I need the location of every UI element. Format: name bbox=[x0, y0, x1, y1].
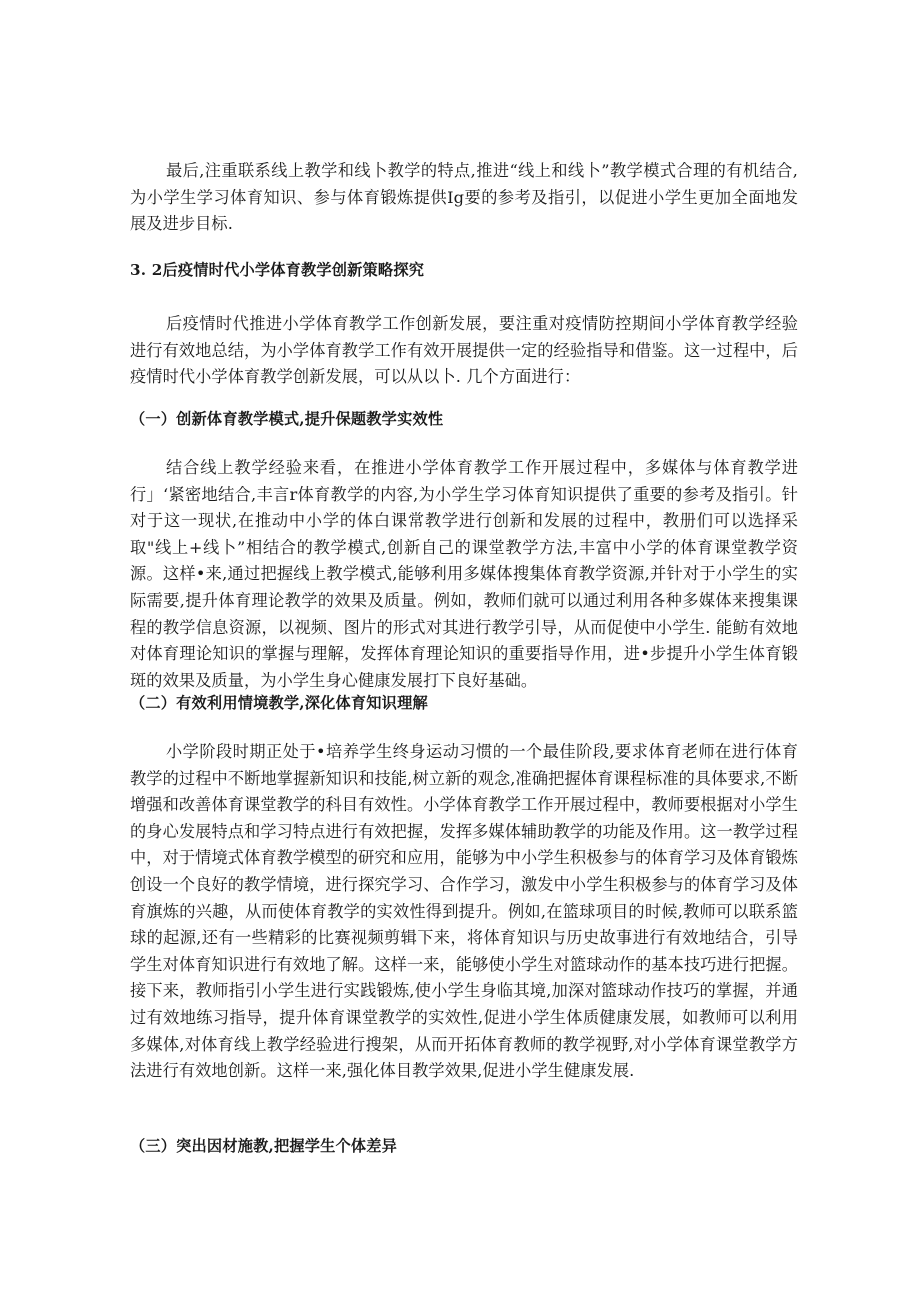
section-heading-3-2: 3. 2后疫情时代小学体育教学创新策略探究 bbox=[130, 261, 425, 279]
subheading-situational-teaching: （二）有效利用情境教学,深化体育知识理解 bbox=[130, 694, 428, 712]
paragraph-multimedia-teaching: 结合线上教学经验来看，在推进小学体育教学工作开展过程中，多媒体与体育教学进行」‘紧密地结合,丰言r体育教学的内容,为小学生学习体育知识提供了重要的参考及指引。针对于这一现状,在推动中小学的体白课常教学进行创新和发展的过程中，教册们可以选择采取"线上+线卜”相结合的教学模式,创新自己的课堂教学方法,丰富中小学的体育课堂教学资源。这样•来,通过把握线上教学模式,能够利用多媒体搜集体育教学资源,并针对于小学生的实际需要,提升体育理论教学的效果及质量。例如，教师们就可以通过利用各种多媒体来搜集课程的教学信息资源，以视频、图片的形式对其进行教学引导，从而促使中小学生. 能鲂有效地对体育理论知识的掌握与理解，发挥体育理论知识的重要指导作用，进•步提升小学生体育锻斑的效果及质量，为小学生身心健康发展打下良好基础。 bbox=[130, 458, 798, 690]
subheading-innovate-teaching-mode: （一）创新体育教学模式,提升保题教学实效性 bbox=[130, 410, 444, 428]
paragraph-situational-teaching: 小学阶段时期正处于•培养学生终身运动习惯的一个最佳阶段,要求体育老师在进行体育教学的过程中不断地掌握新知识和技能,树立新的观念,准确把握体育课程标准的具体要求,不断增强和改善体育课堂教学的科目有效性。小学体育教学工作开展过程中，教师要根据对小学生的身心发展特点和学习特点进行有效把握，发挥多媒体辅助教学的功能及作用。这一教学过程中，对于情境式体育教学模型的研究和应用，能够为中小学生积极参与的体育学习及体育锻炼创设一个良好的教学情境，进行探究学习、合作学习，激发中小学生积极参与的体育学习及体育旗炼的兴趣，从而使体育教学的实效性得到提升。例如,在篮球项目的时候,教师可以联系篮球的起源,还有一些精彩的比赛视频剪辑下来，将体育知识与历史故事进行有效地结合，引导学生对体育知识进行有效地了解。这样一来，能够使小学生对篮球动作的基本技巧进行把握。接下来，教师指引小学生进行实践锻炼,使小学生身临其境,加深对篮球动作技巧的掌握，并通过有效地练习指导，提升体育课堂教学的实效性,促进小学生体质健康发展，如教师可以利用多媒体,对体育线上教学经验进行搜架，从而开拓体育教师的教学视野,对小学体育课堂教学方法进行有效地创新。这样一来,强化体目教学效果,促进小学生健康发展. bbox=[130, 742, 798, 1081]
paragraph-section-intro: 后疫情时代推进小学体育教学工作创新发展，要注重对疫情防控期间小学体育教学经验进行有效地总结，为小学体育教学工作有效开展提供一定的经验指导和借鉴。这一过程中，后疫情时代小学体育教学创新发展，可以从以卜. 几个方面进行： bbox=[130, 314, 798, 387]
paragraph-closing-online-offline: 最后,注重联系线上教学和线卜教学的特点,推进“线上和线卜”教学模式合理的有机结合,为小学生学习体育知识、参与体育锻炼提供Ig要的参考及指引，以促进小学生更加全面地发展及进步目标. bbox=[130, 161, 798, 234]
subheading-individualized-teaching: （三）突出因材施教,把握学生个体差异 bbox=[130, 1137, 398, 1155]
